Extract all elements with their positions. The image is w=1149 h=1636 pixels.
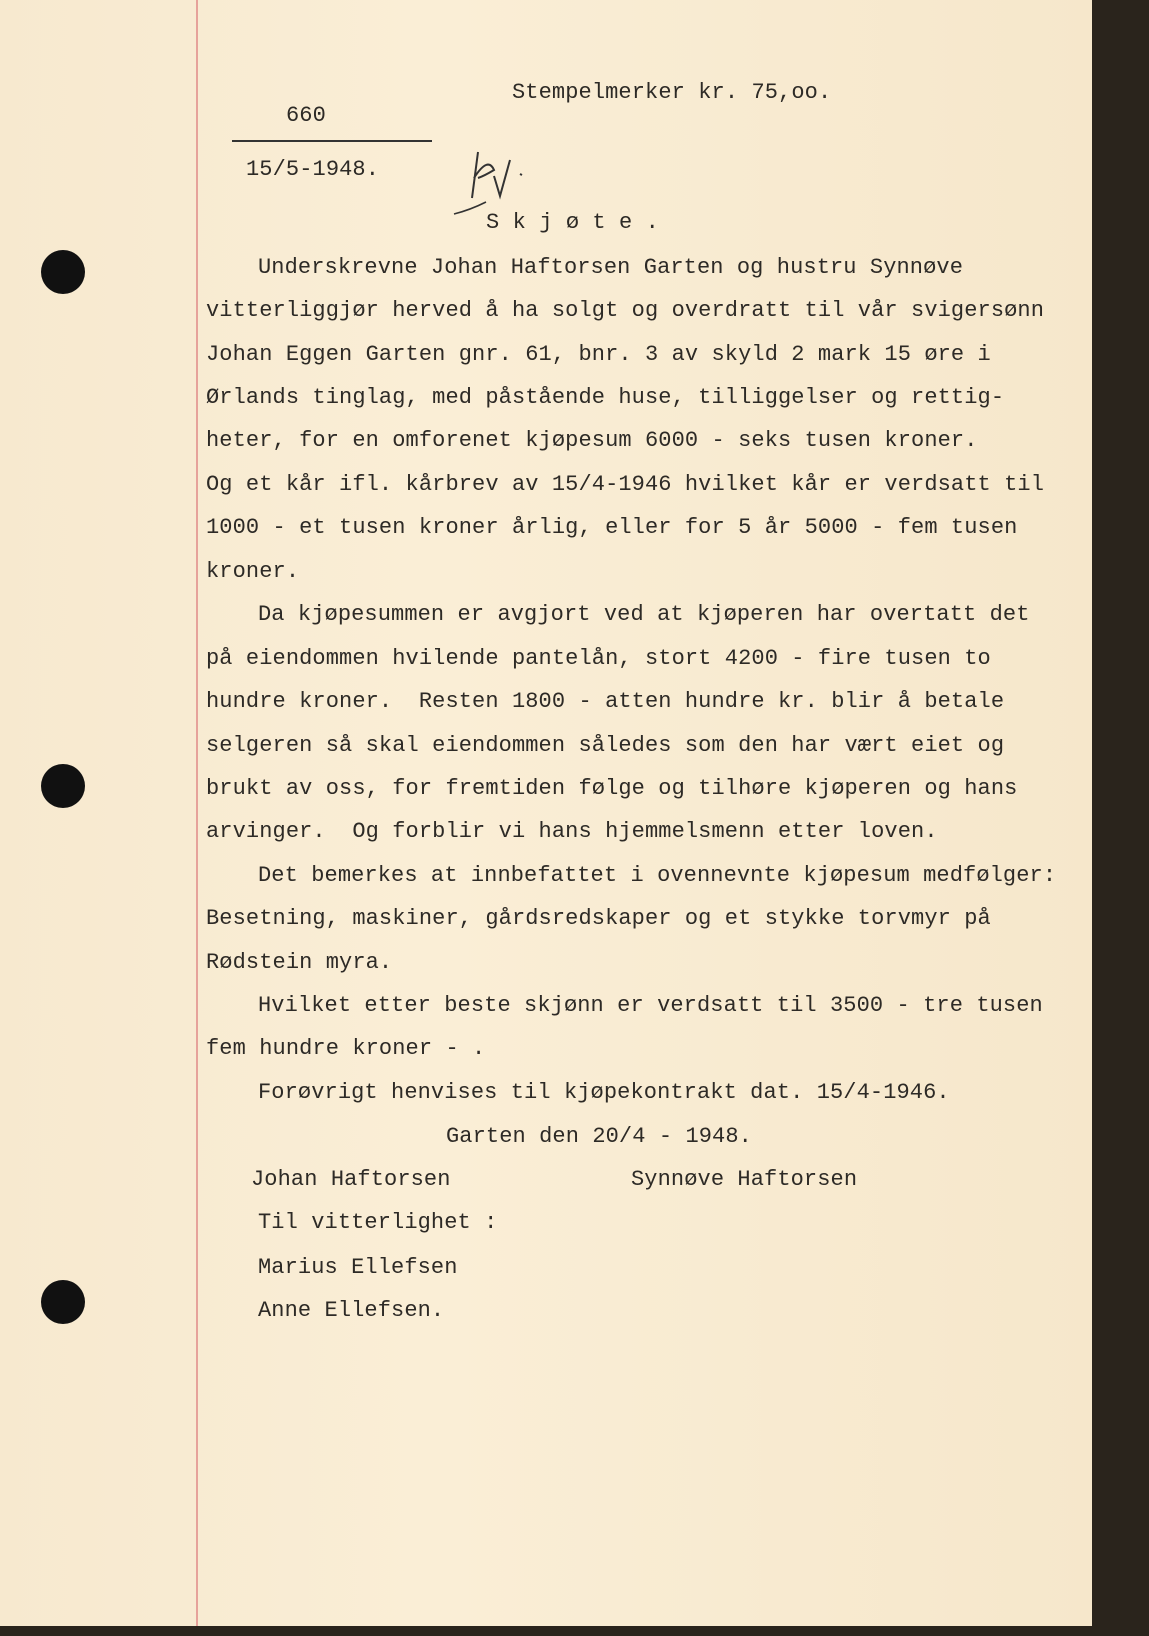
- body-line: Besetning, maskiner, gårdsredskaper og et stykke torvmyr på: [206, 906, 991, 931]
- body-line: 1000 - et tusen kroner årlig, eller for 5 år 5000 - fem tusen: [206, 515, 1018, 540]
- number-rule: [232, 140, 432, 142]
- margin-line: [196, 0, 198, 1626]
- body-line: Forøvrigt henvises til kjøpekontrakt dat. 15/4-1946.: [258, 1080, 950, 1105]
- body-line: arvinger. Og forblir vi hans hjemmelsmenn etter loven.: [206, 819, 938, 844]
- body-line: selgeren så skal eiendommen således som den har vært eiet og: [206, 733, 1005, 758]
- punch-hole: [41, 764, 85, 808]
- body-line: Og et kår ifl. kårbrev av 15/4-1946 hvilket kår er verdsatt til: [206, 472, 1045, 497]
- body-line: heter, for en omforenet kjøpesum 6000 - seks tusen kroner.: [206, 428, 978, 453]
- body-line: Ørlands tinglag, med påstående huse, tilliggelser og rettig-: [206, 385, 1005, 410]
- body-line: fem hundre kroner - .: [206, 1036, 486, 1061]
- seller-signature: Synnøve Haftorsen: [631, 1167, 858, 1192]
- body-line: på eiendommen hvilende pantelån, stort 4200 - fire tusen to: [206, 646, 991, 671]
- body-line: Da kjøpesummen er avgjort ved at kjøperen har overtatt det: [258, 602, 1030, 627]
- stamp-duty: Stempelmerker kr. 75,oo.: [512, 80, 832, 105]
- body-line: kroner.: [206, 559, 300, 584]
- registration-date: 15/5-1948.: [246, 157, 380, 182]
- punch-hole: [41, 1280, 85, 1324]
- punch-hole: [41, 250, 85, 294]
- witness-name: Marius Ellefsen: [258, 1255, 458, 1280]
- seller-signature: Johan Haftorsen: [251, 1167, 451, 1192]
- body-line: Johan Eggen Garten gnr. 61, bnr. 3 av skyld 2 mark 15 øre i: [206, 342, 991, 367]
- body-line: Det bemerkes at innbefattet i ovennevnte kjøpesum medfølger:: [258, 863, 1057, 888]
- body-line: hundre kroner. Resten 1800 - atten hundre kr. blir å betale: [206, 689, 1005, 714]
- place-date: Garten den 20/4 - 1948.: [446, 1124, 752, 1149]
- body-line: brukt av oss, for fremtiden følge og tilhøre kjøperen og hans: [206, 776, 1018, 801]
- body-line: vitterliggjør herved å ha solgt og overdratt til vår svigersønn: [206, 298, 1045, 323]
- body-line: Rødstein myra.: [206, 950, 393, 975]
- document-title: S k j ø t e .: [486, 210, 659, 235]
- entry-number: 660: [286, 103, 326, 128]
- witness-label: Til vitterlighet :: [258, 1210, 498, 1235]
- body-line: Hvilket etter beste skjønn er verdsatt til 3500 - tre tusen: [258, 993, 1043, 1018]
- body-line: Underskrevne Johan Haftorsen Garten og hustru Synnøve: [258, 255, 964, 280]
- witness-name: Anne Ellefsen.: [258, 1298, 445, 1323]
